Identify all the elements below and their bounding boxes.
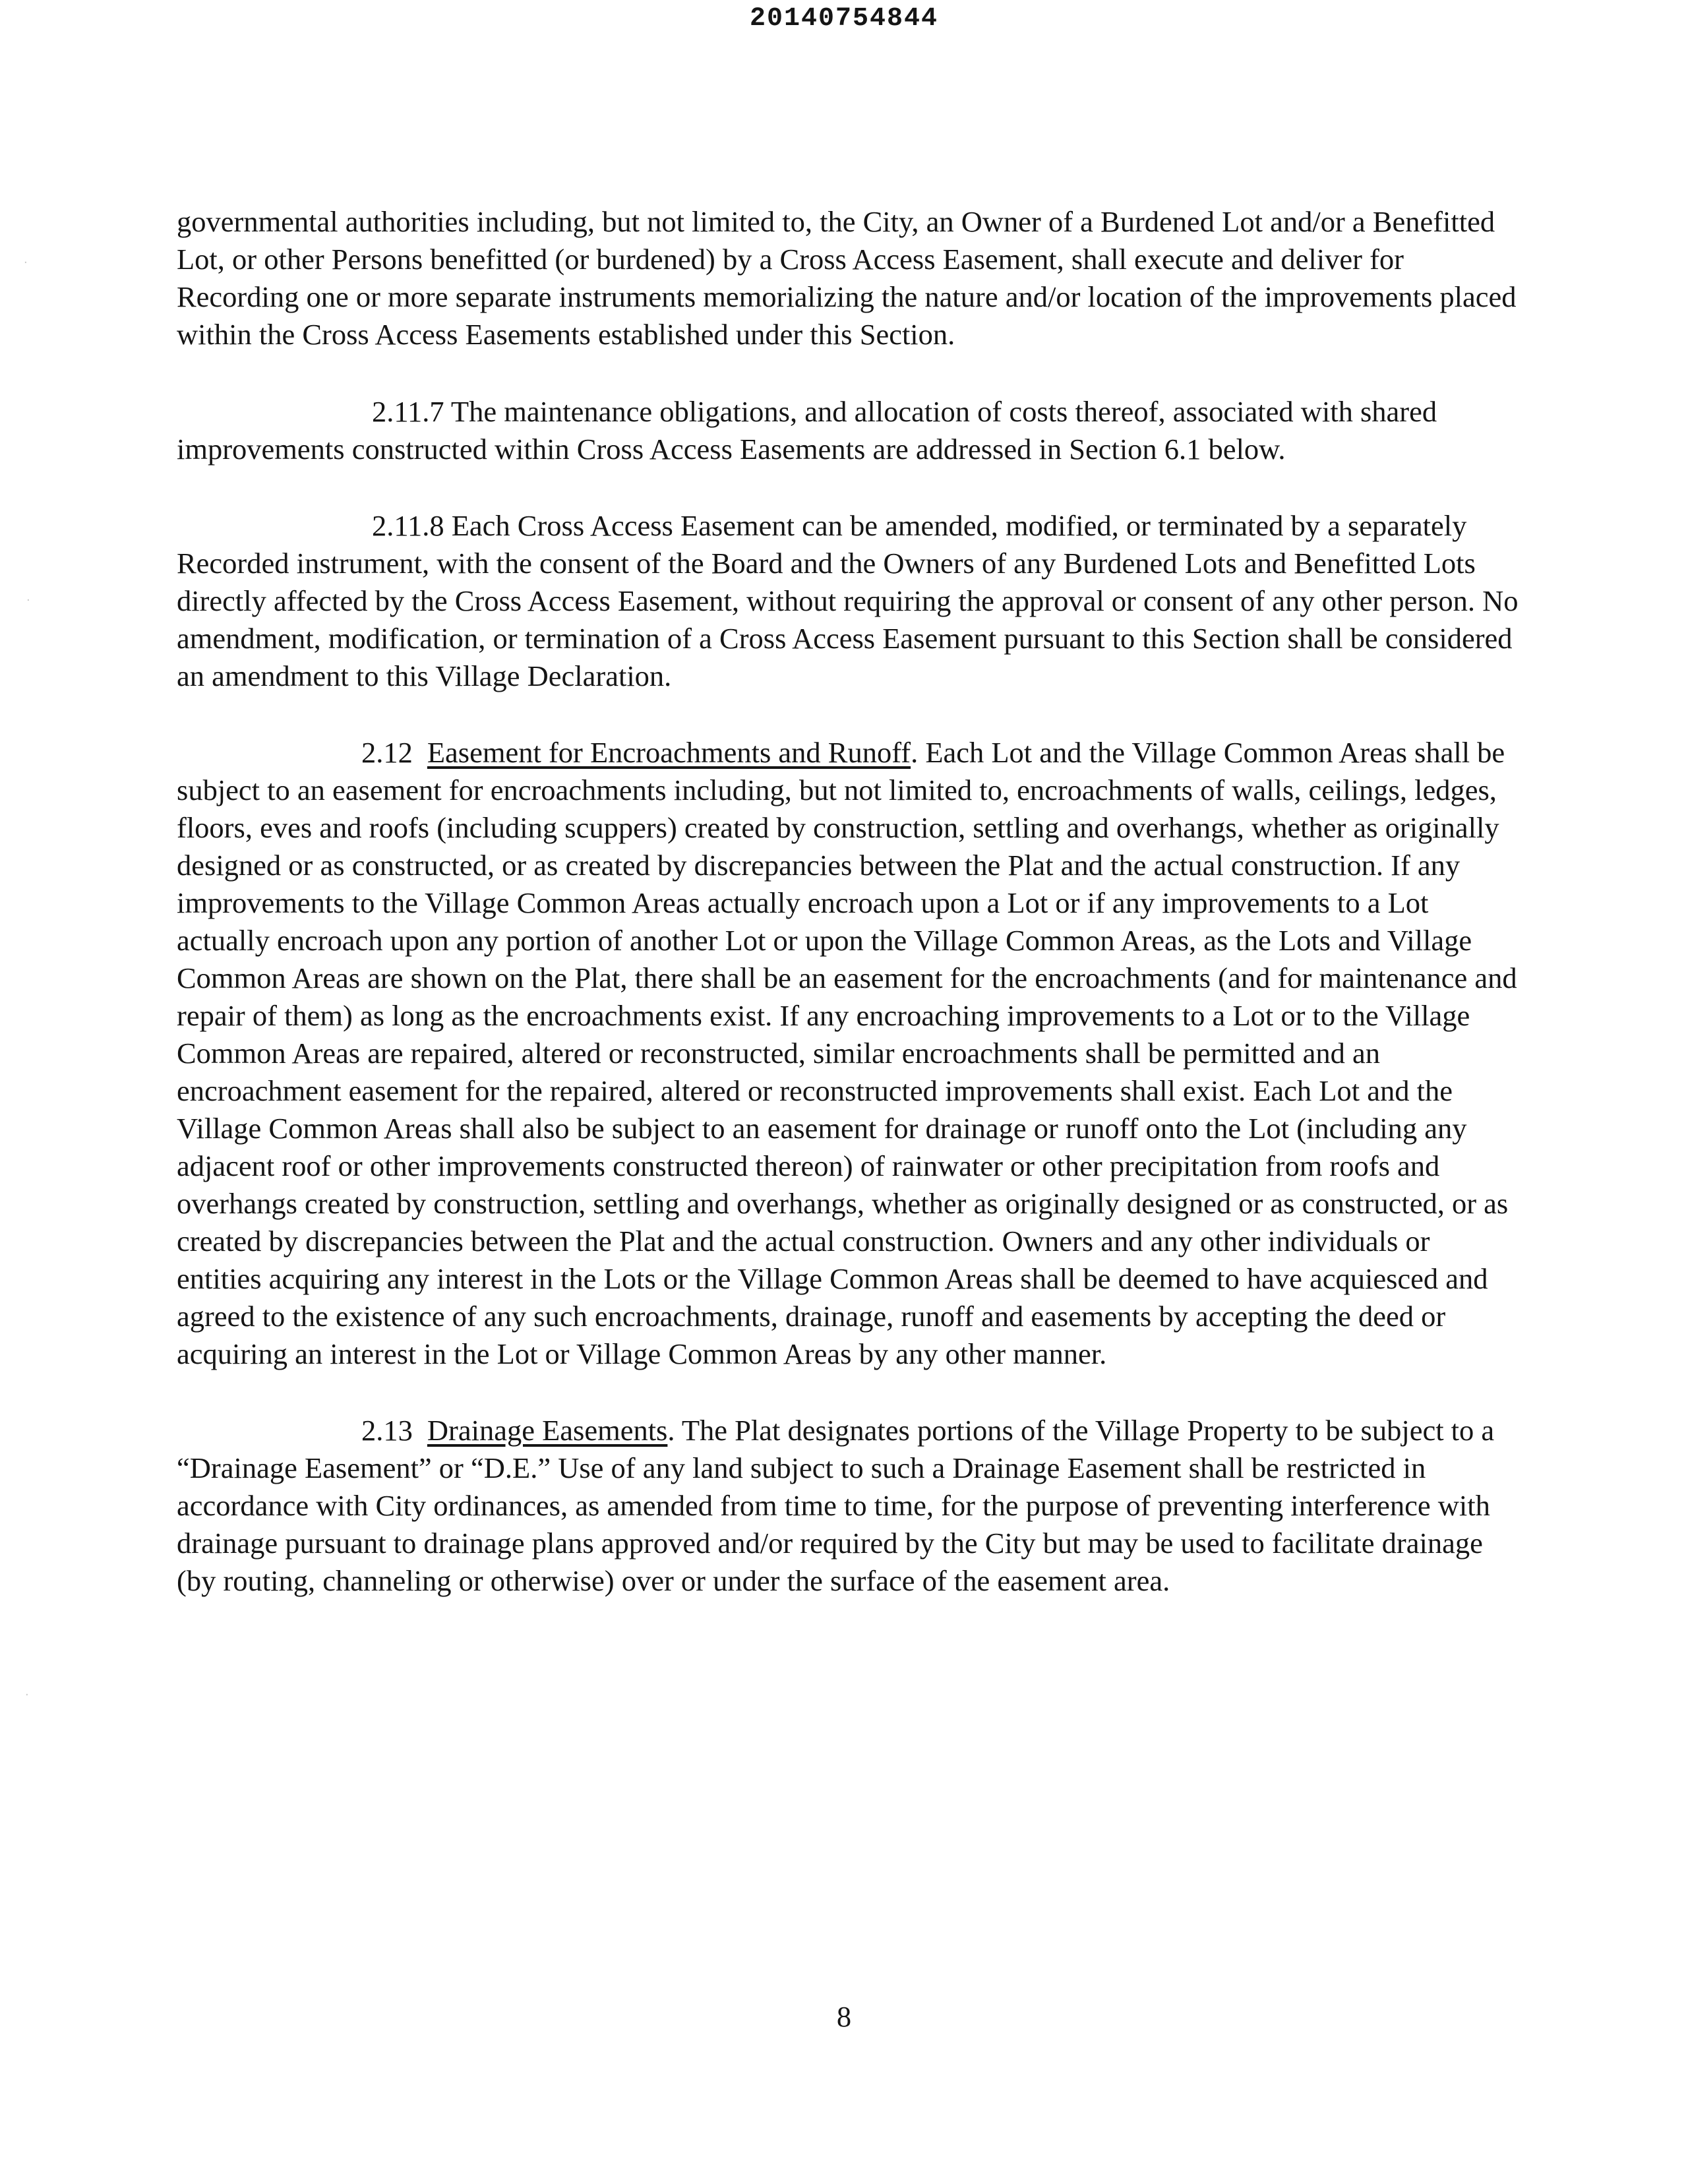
section-2-12 [177, 734, 1522, 1373]
section-heading: Drainage Easements [427, 1414, 668, 1447]
scan-speck: · [26, 593, 30, 607]
page-number: 8 [836, 2000, 852, 2033]
section-number: 2.12 [361, 736, 413, 769]
section-number: 2.13 [361, 1414, 413, 1447]
document-body [177, 203, 1522, 1639]
scan-speck: · [24, 256, 28, 270]
paragraph-continuation: governmental authorities including, but not limited to, the City, an Owner of a Burdened Lot and/or a Benefitted Lot, or other Persons benefitted (or burdened) by a Cross Access Easement, shall execute and deliver for Recording one or more separate instruments memorializing the nature and/or location of the improvements placed within the Cross Access Easements established under this Section. [177, 205, 1517, 351]
section-heading: Easement for Encroachments and Runoff [427, 736, 911, 769]
section-2-13 [177, 1412, 1522, 1600]
document-number: 20140754844 [749, 4, 939, 34]
section-text: . Each Lot and the Village Common Areas shall be subject to an easement for encroachments including, but not limited to, encroachments of walls, ceilings, ledges, floors, eves and roofs (including scuppers) created by construction, settling and overhangs, whether as originally designed or as constructed, or as created by discrepancies between the Plat and the actual construction. If any improvements to the Village Common Areas actually encroach upon a Lot or if any improvements to a Lot actually encroach upon any portion of another Lot or upon the Village Common Areas, as the Lots and Village Common Areas are shown on the Plat, there shall be an easement for the encroachments (and for maintenance and repair of them) as long as the encroachments exist. If any encroaching improvements to a Lot or to the Village Common Areas are repaired, altered or reconstructed, similar encroachments shall be permitted and an encroachment easement for the repaired, altered or reconstructed improvements shall exist. Each Lot and the Village Common Areas shall also be subject to an easement for drainage or runoff onto the Lot (including any adjacent roof or other improvements constructed thereon) of rainwater or other precipitation from roofs and overhangs created by construction, settling and overhangs, whether as originally designed or as constructed, or as created by discrepancies between the Plat and the actual construction. Owners and any other individuals or entities acquiring any interest in the Lots or the Village Common Areas shall be deemed to have acquiesced and agreed to the existence of any such encroachments, drainage, runoff and easements by accepting the deed or acquiring an interest in the Lot or Village Common Areas by any other manner. [177, 736, 1517, 1370]
section-text: . The Plat designates portions of the Village Property to be subject to a “Drainage Easement” or “D.E.” Use of any land subject to such a Drainage Easement shall be restricted in accordance with City ordinances, as amended from time to time, for the purpose of preventing interference with drainage pursuant to drainage plans approved and/or required by the City but may be used to facilitate drainage (by routing, channeling or otherwise) over or under the surface of the easement area. [177, 1414, 1495, 1597]
paragraph-2-11-7: 2.11.7 The maintenance obligations, and allocation of costs thereof, associated with shared improvements constructed within Cross Access Easements are addressed in Section 6.1 below. [177, 395, 1437, 466]
paragraph-2-11-8: 2.11.8 Each Cross Access Easement can be amended, modified, or terminated by a separately Recorded instrument, with the consent of the Board and the Owners of any Burdened Lots and Benefitted Lots directly affected by the Cross Access Easement, without requiring the approval or consent of any other person. No amendment, modification, or termination of a Cross Access Easement pursuant to this Section shall be considered an amendment to this Village Declaration. [177, 509, 1519, 692]
scan-speck: · [25, 1688, 29, 1702]
